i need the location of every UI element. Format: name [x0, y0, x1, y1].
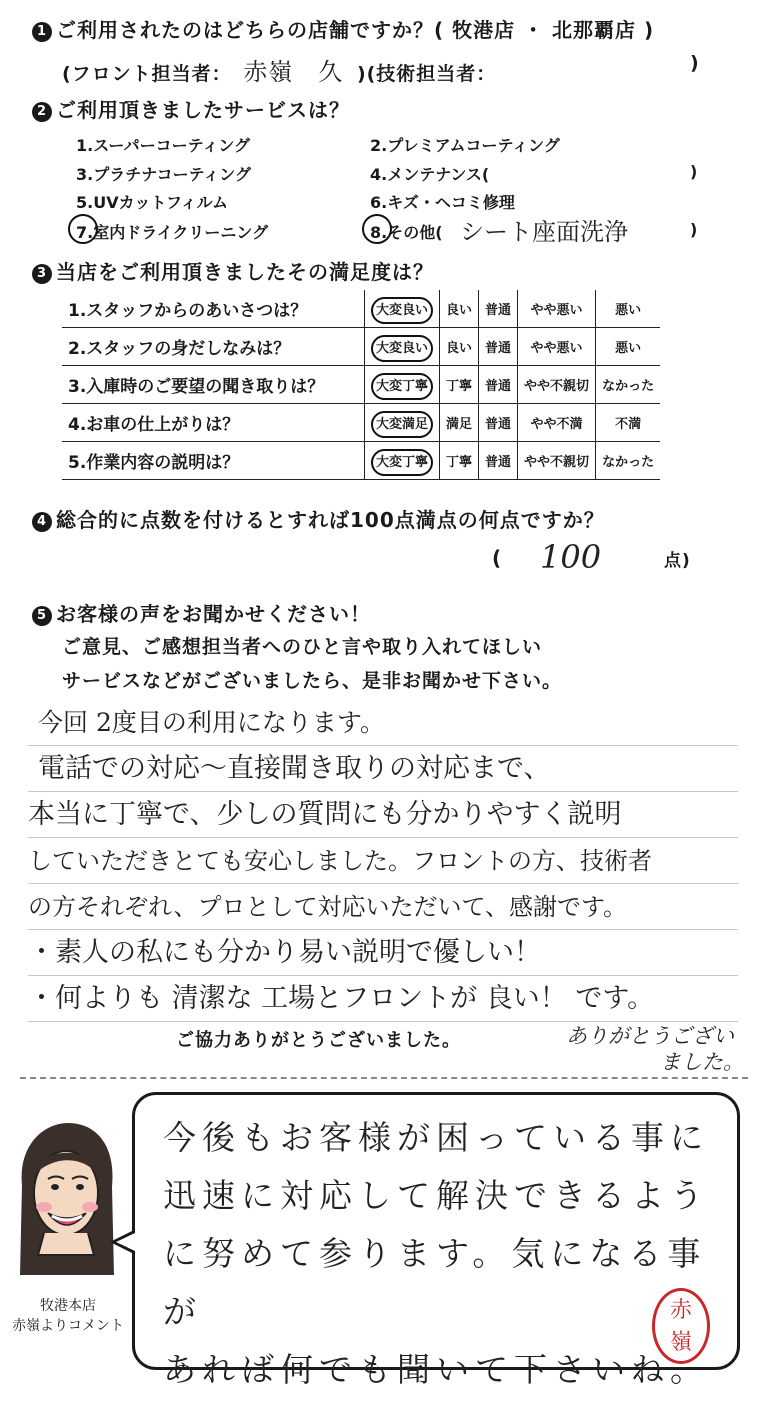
table-question: 4.お車の仕上がりは？	[62, 404, 365, 442]
table-option: 悪い	[596, 290, 661, 328]
table-question: 5.作業内容の説明は？	[62, 442, 365, 480]
answer-line: 本当に丁寧で、少しの質問にも分かりやすく説明	[28, 792, 738, 838]
section-divider	[20, 1077, 748, 1079]
question-number: 5	[32, 606, 52, 626]
table-option: 普通	[479, 290, 518, 328]
answer-line: 電話での対応〜直接聞き取りの対応まで、	[28, 746, 738, 792]
table-option: 満足	[440, 404, 479, 442]
tech-staff-label: )(技術担当者：	[356, 63, 497, 85]
question-3	[32, 256, 434, 285]
question-number: 1	[32, 22, 52, 42]
staff-comment-label: 赤嶺よりコメント	[12, 1318, 124, 1334]
reply-line: に努めて参ります。気になる事が	[163, 1234, 707, 1331]
staff-reply	[163, 1109, 723, 1399]
question-2-text: ご利用頂きましたサービスは？	[56, 98, 350, 122]
table-question: 2.スタッフの身だしなみは？	[62, 328, 365, 366]
question-5-text: お客様の声をお聞かせください！	[56, 602, 371, 626]
table-option	[365, 290, 440, 328]
table-option: やや悪い	[518, 290, 596, 328]
selected-option: 大変丁寧	[371, 373, 433, 400]
selected-option: 大変良い	[371, 335, 433, 362]
score-value: 100	[540, 538, 602, 576]
selected-option: 大変良い	[371, 297, 433, 324]
table-option: 丁寧	[440, 442, 479, 480]
table-option: 悪い	[596, 328, 661, 366]
staff-line	[62, 52, 712, 87]
question-number: 4	[32, 512, 52, 532]
satisfaction-table	[62, 290, 660, 480]
score-unit: 点)	[664, 551, 691, 571]
service-option-selected: 7.室内ドライクリーニング	[76, 223, 269, 242]
thanks-text: ご協力ありがとうございました。	[176, 1030, 461, 1051]
answer-line: の方それぞれ、プロとして対応いただいて、感謝です。	[28, 884, 738, 930]
table-question: 3.入庫時のご要望の聞き取りは？	[62, 366, 365, 404]
table-option: 良い	[440, 328, 479, 366]
staff-caption	[0, 1296, 136, 1336]
table-row	[62, 328, 660, 366]
question-4-text: 総合的に点数を付けるとすれば100点満点の何点ですか？	[56, 508, 605, 532]
staff-store: 牧港本店	[40, 1298, 96, 1314]
table-option: やや不親切	[518, 366, 596, 404]
tech-staff-close: )	[690, 52, 700, 74]
table-option: なかった	[596, 366, 661, 404]
selection-circle	[362, 214, 392, 244]
question-5-sub-2: サービスなどがございましたら、是非お聞かせ下さい。	[62, 670, 563, 692]
staff-reply-bubble	[132, 1092, 740, 1389]
service-other-value: シート座面洗浄	[460, 218, 628, 246]
table-option: 普通	[479, 328, 518, 366]
question-1	[32, 14, 654, 43]
table-option	[365, 404, 440, 442]
reply-line: あれば何でも聞いて下さいね。	[163, 1350, 709, 1389]
answer-line: ・何よりも 清潔な 工場とフロントが 良い！ です。	[28, 976, 738, 1022]
service-option-selected: 8.その他(	[370, 223, 443, 242]
table-row	[62, 442, 660, 480]
question-5-sub-1: ご意見、ご感想担当者へのひと言や取り入れてほしい	[62, 636, 543, 658]
customer-answer	[28, 700, 738, 1022]
selected-option: 大変満足	[371, 411, 433, 438]
answer-line: していただきとても安心しました。フロントの方、技術者	[28, 838, 738, 884]
question-number: 2	[32, 102, 52, 122]
service-option-close: )	[690, 162, 698, 181]
table-option: やや不満	[518, 404, 596, 442]
table-option: なかった	[596, 442, 661, 480]
table-option: 普通	[479, 404, 518, 442]
service-option: 4.メンテナンス(	[370, 165, 490, 184]
table-option: 良い	[440, 290, 479, 328]
table-option	[365, 328, 440, 366]
staff-avatar-illustration	[4, 1115, 128, 1285]
thanks-handwritten: ありがとうござい	[566, 1024, 734, 1048]
table-row	[62, 290, 660, 328]
reply-line: 迅速に対応して解決できるよう	[163, 1176, 709, 1215]
thanks-handwritten: ました。	[660, 1050, 744, 1074]
question-2	[32, 94, 350, 123]
service-option: 2.プレミアムコーティング	[370, 136, 560, 155]
service-option: 6.キズ・ヘコミ修理	[370, 193, 515, 212]
bubble-tail-inner	[116, 1233, 135, 1251]
table-option	[365, 442, 440, 480]
staff-avatar	[4, 1115, 128, 1285]
question-1-text: ご利用されたのはどちらの店舗ですか？( 牧港店 ・ 北那覇店 )	[56, 18, 655, 42]
table-row	[62, 404, 660, 442]
table-option: 普通	[479, 366, 518, 404]
front-staff-label: (フロント担当者：	[62, 63, 232, 85]
table-option	[365, 366, 440, 404]
table-row	[62, 366, 660, 404]
service-option: 5.UVカットフィルム	[76, 193, 229, 212]
front-staff-value: 赤嶺 久	[243, 58, 344, 86]
question-number: 3	[32, 264, 52, 284]
table-option: 丁寧	[440, 366, 479, 404]
selection-circle	[68, 214, 98, 244]
table-option: 普通	[479, 442, 518, 480]
name-stamp	[652, 1288, 710, 1364]
score-open: (	[492, 546, 503, 570]
question-3-text: 当店をご利用頂きましたその満足度は？	[56, 260, 434, 284]
stamp-text: 赤嶺	[669, 1298, 692, 1355]
question-4	[32, 504, 605, 533]
answer-line: 今回 2度目の利用になります。	[28, 700, 738, 746]
service-other-close: )	[690, 220, 698, 239]
answer-line: ・素人の私にも分かり易い説明で優しい！	[28, 930, 738, 976]
reply-line: 今後もお客様が困っている事に	[163, 1118, 709, 1157]
table-option: 不満	[596, 404, 661, 442]
table-question: 1.スタッフからのあいさつは？	[62, 290, 365, 328]
selected-option: 大変丁寧	[371, 449, 433, 476]
table-option: やや悪い	[518, 328, 596, 366]
service-option: 3.プラチナコーティング	[76, 165, 251, 184]
question-5	[32, 598, 371, 627]
service-option: 1.スーパーコーティング	[76, 136, 251, 155]
table-option: やや不親切	[518, 442, 596, 480]
